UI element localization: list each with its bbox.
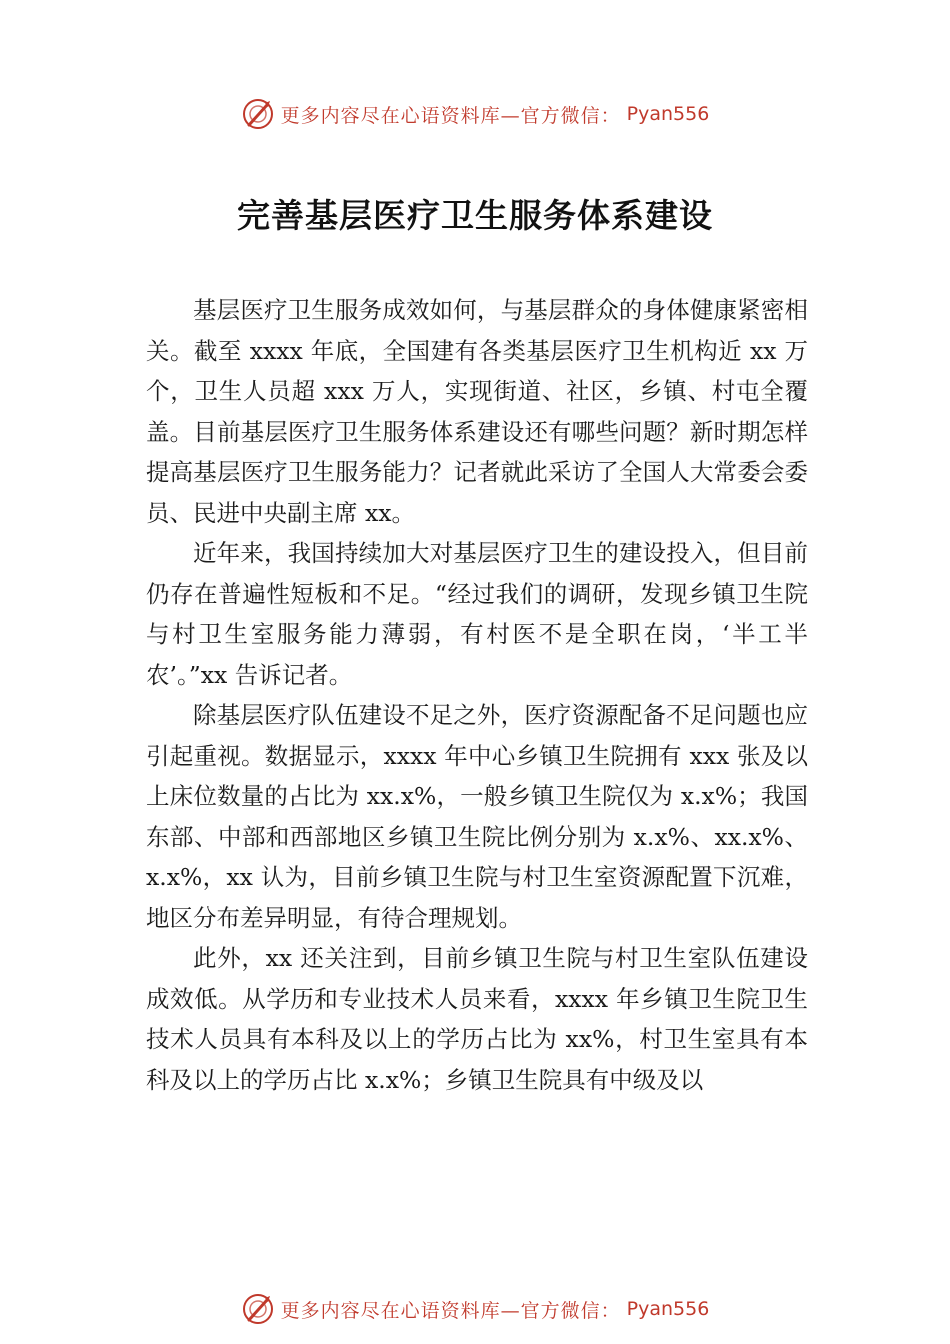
document-title: 完善基层医疗卫生服务体系建设 bbox=[237, 196, 713, 235]
paragraph: 此外，xx 还关注到，目前乡镇卫生院与村卫生室队伍建设成效低。从学历和专业技术人员来看，xxxx 年乡镇卫生院卫生技术人员具有本科及以上的学历占比为 xx%，村卫生室具有本科及以上的学历占比 x.x%；乡镇卫生院具有中级及以 bbox=[146, 944, 808, 1094]
banner-handle: Pyan556 bbox=[626, 103, 710, 125]
brush-logo-icon bbox=[241, 97, 275, 131]
paragraph: 近年来，我国持续加大对基层医疗卫生的建设投入，但目前仍存在普遍性短板和不足。“经过我们的调研，发现乡镇卫生院与村卫生室服务能力薄弱，有村医不是全职在岗，‘半工半农’。”xx 告诉记者。 bbox=[146, 539, 808, 689]
banner-text: 更多内容尽在心语资料库—官方微信： bbox=[280, 104, 621, 127]
paragraph: 基层医疗卫生服务成效如何，与基层群众的身体健康紧密相关。截至 xxxx 年底，全国建有各类基层医疗卫生机构近 xx 万个，卫生人员超 xxx 万人，实现街道、社区，乡镇、村屯全覆盖。目前基层医疗卫生服务体系建设还有哪些问题？新时期怎样提高基层医疗卫生服务能力？记者就此采访了全国人大常委会委员、民进中央副主席 xx。 bbox=[146, 296, 808, 527]
paragraph: 除基层医疗队伍建设不足之外，医疗资源配备不足问题也应引起重视。数据显示，xxxx 年中心乡镇卫生院拥有 xxx 张及以上床位数量的占比为 xx.x%，一般乡镇卫生院仅为 x.x%；我国东部、中部和西部地区乡镇卫生院比例分别为 x.x%、xx.x%、x.x%，xx 认为，目前乡镇卫生院与村卫生室资源配置下沉难，地区分布差异明显，有待合理规划。 bbox=[146, 701, 808, 932]
banner-handle: Pyan556 bbox=[626, 1298, 710, 1320]
footer-banner bbox=[0, 1289, 950, 1329]
document-body bbox=[146, 290, 808, 1100]
banner-text: 更多内容尽在心语资料库—官方微信： bbox=[280, 1299, 621, 1322]
header-banner bbox=[0, 94, 950, 134]
brush-logo-icon bbox=[241, 1292, 275, 1326]
